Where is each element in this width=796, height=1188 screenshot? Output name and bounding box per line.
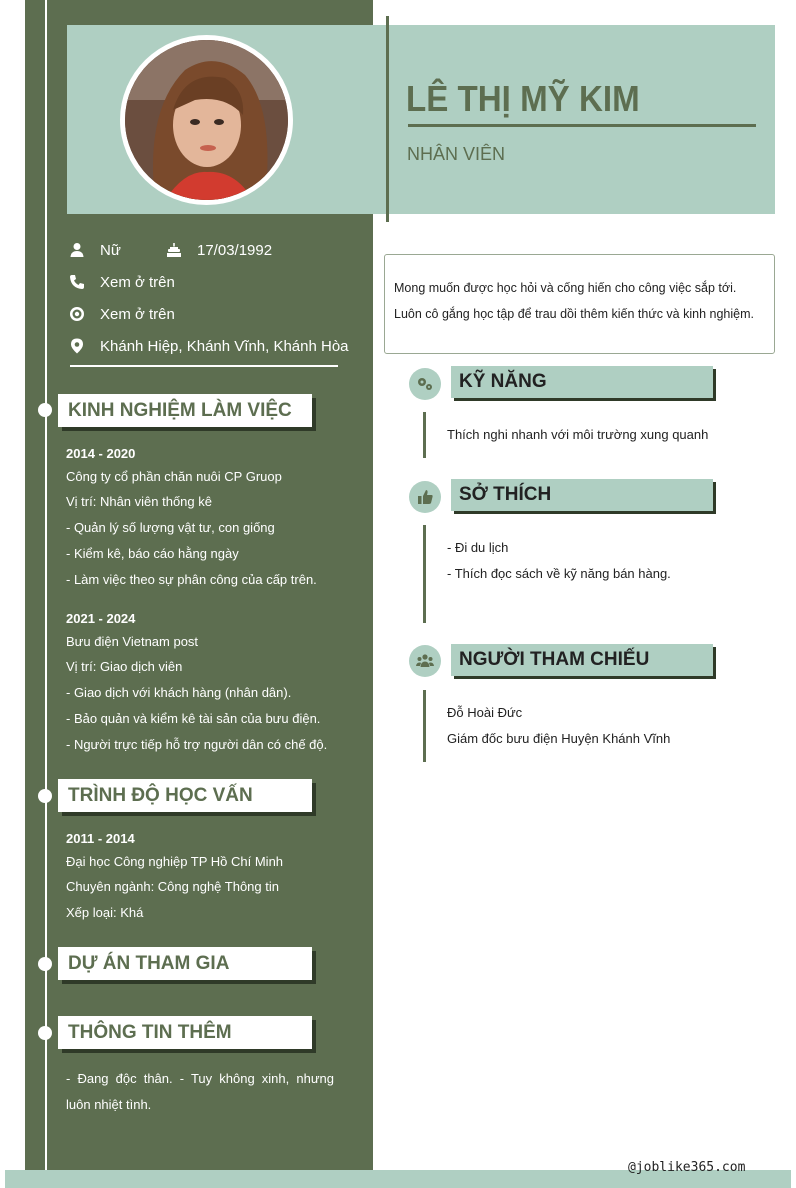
references-timeline	[423, 690, 426, 762]
experience-period: 2014 - 2020	[66, 446, 136, 461]
birthday-row	[165, 241, 272, 259]
education-major: Chuyên ngành: Công nghệ Thông tin	[66, 879, 279, 894]
skill-item: Thích nghi nhanh với môi trường xung quanh	[447, 427, 709, 442]
person-icon	[68, 241, 86, 259]
hobby-item: - Đi du lịch	[447, 540, 509, 555]
education-grade: Xếp loại: Khá	[66, 905, 144, 920]
additional-info-text: - Đang độc thân. - Tuy không xinh, nhưng luôn nhiệt tình.	[66, 1071, 334, 1112]
gender-text: Nữ	[100, 241, 121, 259]
references-heading: NGƯỜI THAM CHIẾU	[451, 644, 713, 676]
timeline-dot	[38, 789, 52, 803]
watermark-text: @joblike365.com	[628, 1160, 746, 1175]
gender-row	[68, 241, 121, 259]
location-pin-icon	[68, 337, 86, 355]
experience-company: Bưu điện Vietnam post	[66, 634, 199, 649]
candidate-position: NHÂN VIÊN	[407, 144, 506, 164]
experience-task: - Người trực tiếp hỗ trợ người dân có chế độ.	[66, 737, 328, 752]
experience-company: Công ty cổ phần chăn nuôi CP Gruop	[66, 469, 282, 484]
skills-timeline	[423, 412, 426, 458]
phone-text: Xem ở trên	[100, 273, 175, 291]
hobbies-heading: SỞ THÍCH	[451, 479, 713, 511]
at-icon	[68, 305, 86, 323]
gears-icon	[409, 368, 441, 400]
address-row	[68, 337, 349, 355]
name-underline	[408, 124, 756, 127]
header-divider	[386, 16, 389, 222]
phone-row	[68, 273, 175, 291]
reference-role: Giám đốc bưu điện Huyện Khánh Vĩnh	[447, 731, 671, 746]
birthday-text: 17/03/1992	[197, 241, 273, 259]
sidebar-timeline-line	[45, 0, 47, 1188]
career-objective: Mong muốn được học hỏi và cống hiến cho công việc sắp tới. Luôn cô gắng học tập để trau dồi thêm kiến thức và kinh nghiệm.	[384, 254, 775, 354]
cake-icon	[165, 241, 183, 259]
timeline-dot	[38, 1026, 52, 1040]
reference-name: Đỗ Hoài Đức	[447, 705, 523, 720]
experience-period: 2021 - 2024	[66, 611, 136, 626]
thumbs-up-icon	[409, 481, 441, 513]
people-group-icon	[409, 645, 441, 677]
experience-task: - Làm việc theo sự phân công của cấp trên.	[66, 572, 317, 587]
profile-photo	[120, 35, 293, 205]
experience-task: - Giao dịch với khách hàng (nhân dân).	[66, 685, 292, 700]
additional-info-heading: THÔNG TIN THÊM	[58, 1016, 312, 1049]
candidate-name: LÊ THỊ MỸ KIM	[406, 78, 640, 119]
projects-heading: DỰ ÁN THAM GIA	[58, 947, 312, 980]
experience-heading: KINH NGHIỆM LÀM VIỆC	[58, 394, 312, 427]
phone-icon	[68, 273, 86, 291]
education-period: 2011 - 2014	[66, 831, 135, 846]
address-text: Khánh Hiệp, Khánh Vĩnh, Khánh Hòa	[100, 337, 349, 355]
email-text: Xem ở trên	[100, 305, 175, 323]
experience-task: - Bảo quản và kiểm kê tài sản của bưu điện.	[66, 711, 321, 726]
hobbies-timeline	[423, 525, 426, 623]
experience-task: - Quản lý số lượng vật tư, con giống	[66, 520, 275, 535]
timeline-dot	[38, 957, 52, 971]
experience-task: - Kiểm kê, báo cáo hằng ngày	[66, 546, 239, 561]
skills-heading: KỸ NĂNG	[451, 366, 713, 398]
timeline-dot	[38, 403, 52, 417]
email-row	[68, 305, 175, 323]
education-heading: TRÌNH ĐỘ HỌC VẤN	[58, 779, 312, 812]
contact-divider	[70, 365, 338, 367]
education-school: Đại học Công nghiệp TP Hồ Chí Minh	[66, 854, 284, 869]
experience-role: Vị trí: Nhân viên thống kê	[66, 494, 212, 509]
experience-role: Vị trí: Giao dịch viên	[66, 659, 183, 674]
hobby-item: - Thích đọc sách về kỹ năng bán hàng.	[447, 566, 671, 581]
